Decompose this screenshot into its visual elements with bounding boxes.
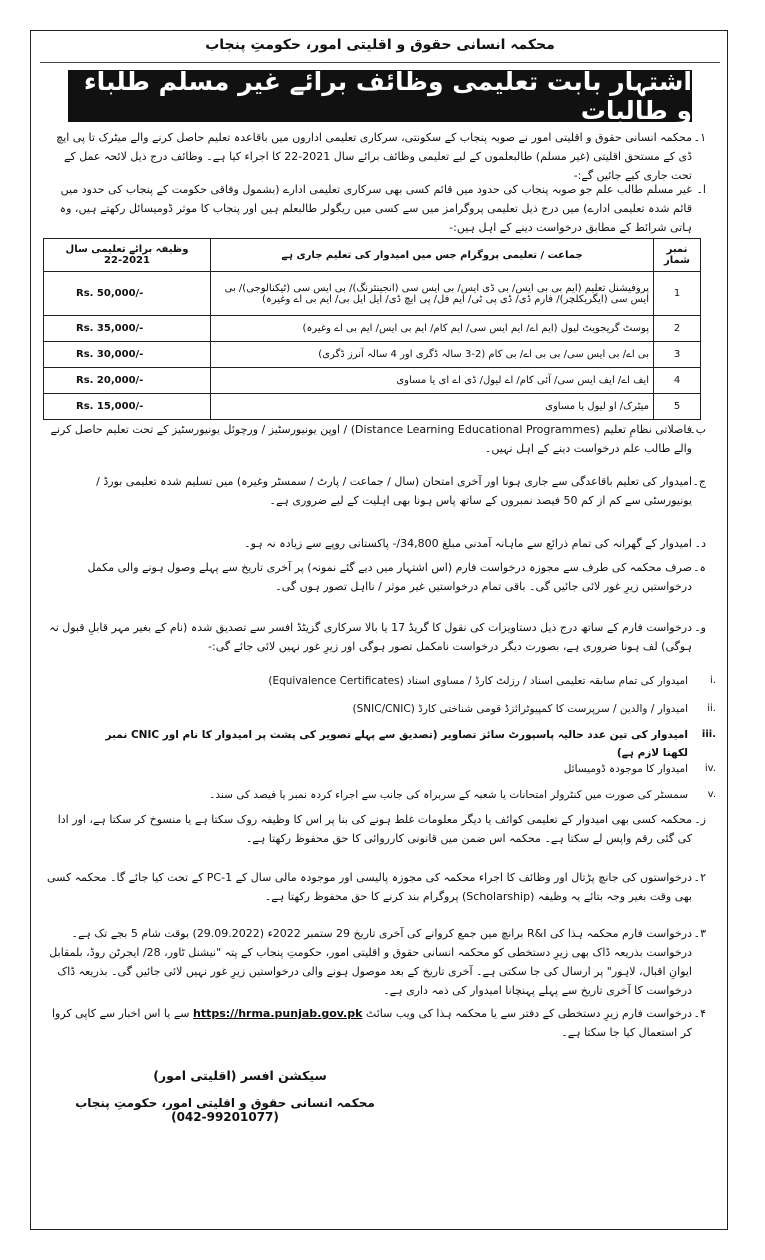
column-header-program: جماعت / تعلیمی پروگرام جس میں امیدوار کی تعلیم جاری ہے bbox=[211, 239, 654, 272]
table-row bbox=[44, 368, 701, 394]
document-item bbox=[88, 672, 716, 690]
document-item bbox=[88, 726, 716, 762]
document-item bbox=[88, 760, 716, 778]
document-text: سمسٹر کی صورت میں کنٹرولر امتحانات یا شعبہ کے سربراہ کی جانب سے اجراء کردہ نمبر یا فیصد کی سند۔ bbox=[209, 789, 688, 801]
document-text: امیدوار کی تمام سابقہ تعلیمی اسناد / رزلٹ کارڈ / مساوی اسناد (Equivalence Certificates) bbox=[268, 675, 688, 687]
condition-d bbox=[45, 534, 710, 553]
signature-officer: سیکشن افسر (اقلیتی امور) bbox=[153, 1068, 327, 1083]
paragraph-text: امیدوار کے گھرانہ کی تمام ذرائع سے ماہانہ آمدنی مبلغ 34,800/- پاکستانی روپے سے زیادہ نہ ہو۔ bbox=[244, 537, 692, 550]
note-2 bbox=[45, 868, 710, 906]
row-program: پوسٹ گریجویٹ لیول (ایم اے/ ایم ایس سی/ ایم کام/ ایم بی ایس/ ایم بی اے وغیرہ) bbox=[211, 316, 654, 342]
row-serial: 3 bbox=[654, 342, 701, 368]
paragraph-text: غیر مسلم طالب علم جو صوبہ پنجاب کی حدود میں قائم کسی بھی سرکاری تعلیمی ادارے (بشمول وفاقی حکومت کے پنجاب کی حدود میں قائم شدہ تعلیمی ادارے) میں درج ذیل تعلیمی پروگرامز میں سے کسی میں ریگولر طالبعلم ہیں اور پنجاب کا موثر ڈومیسائل رکھتے ہیں، وہ ہاتی شرائط کے مطابق درخواست دینے کے اہل ہیں:- bbox=[59, 183, 692, 234]
row-amount: Rs. 50,000/- bbox=[76, 288, 144, 299]
condition-j bbox=[45, 472, 710, 510]
paragraph-text: درخواست فارم کے ساتھ درج ذیل دستاویزات کی نقول کا گریڈ 17 یا بالا سرکاری گزیٹڈ افسر سے تصدیق شدہ (نام کے بغیر مہر قابلِ قبول نہ ہوگی) لف ہونا ضروری ہے، بصورت دیگر درخواست نامکمل تصور ہوگی اور زیرِ غور نہیں لائی جائے گی:- bbox=[49, 621, 692, 653]
paragraph-number: ہ۔ bbox=[693, 561, 706, 574]
paragraph-text: صرف محکمہ کی طرف سے مجوزہ درخواست فارم (اس اشتہار میں دیے گئے نمونہ) پر آخری تاریخ سے پہلے وصول ہونے والی مکمل درخواستیں زیرِ غور لائی جائیں گی۔ باقی تمام درخواستیں غیر موثر / نااہل تصور ہوں گی۔ bbox=[87, 561, 692, 593]
scholarship-table bbox=[43, 238, 701, 420]
document-numeral: ii. bbox=[707, 703, 716, 714]
header-divider bbox=[40, 62, 720, 63]
row-amount: Rs. 35,000/- bbox=[76, 323, 144, 334]
paragraph-number: ۴۔ bbox=[693, 1007, 706, 1020]
table-header-row bbox=[44, 239, 701, 272]
signature-phone: (042-99201077) bbox=[171, 1110, 279, 1124]
condition-w bbox=[45, 618, 710, 656]
row-amount: Rs. 20,000/- bbox=[76, 375, 144, 386]
row-program: ایف اے/ ایف ایس سی/ آئی کام/ اے لیول/ ڈی اے ای یا مساوی bbox=[211, 368, 654, 394]
department-header: محکمہ انسانی حقوق و اقلیتی امور، حکومتِ پنجاب bbox=[205, 37, 555, 53]
row-serial: 1 bbox=[654, 272, 701, 316]
paragraph-text: فاصلاتی نظامِ تعلیم (Distance Learning Educational Programmes) / اوپن یونیورسٹیز / ورچوئل یونیورسٹیز کے تحت تعلیم حاصل کرنے والے طالب علم درخواست دینے کے اہل نہیں۔ bbox=[50, 423, 692, 455]
row-amount: Rs. 30,000/- bbox=[76, 349, 144, 360]
paragraph-number: ب۔ bbox=[689, 423, 706, 436]
table-row bbox=[44, 316, 701, 342]
paragraph-text: درخواستوں کی جانچ پڑتال اور وظائف کا اجراء محکمہ کی مجوزہ پالیسی اور موجودہ مالی سال کے PC-1 کے تحت کیا جائے گا۔ محکمہ کسی بھی وقت بغیر وجہ بتائے یہ وظیفہ (Scholarship) پروگرام بند کرنے کا حق محفوظ رکھتا ہے۔ bbox=[46, 871, 692, 903]
paragraph-text: درخواست فارم محکمہ ہذا کی R&I برانچ میں جمع کروانے کی آخری تاریخ 29 ستمبر 2022ء (29.09.2022) بوقت شام 5 بجے تک ہے۔ درخواست بذریعہ ڈاک بھی زیرِ دستخطی کو محکمہ انسانی حقوق و اقلیتی امور، حکومتِ پنجاب کے پتہ "نیشنل ٹاور، 28/ ایجرٹن روڈ، بلمقابل ایوانِ اقبال، لاہور" پر ارسال کی جا سکتی ہے۔ آخری تاریخ کے بعد موصول ہونے والی درخواستیں زیرِ غور نہیں لائی جائیں گی۔ بذریعہ ڈاک درخواست کا آخری تاریخ سے پہلے پہنچانا امیدوار کی ذمہ داری ہے۔ bbox=[49, 927, 692, 997]
row-serial: 4 bbox=[654, 368, 701, 394]
paragraph-number: ج۔ bbox=[692, 475, 706, 488]
paragraph-number: ز۔ bbox=[694, 813, 706, 826]
document-numeral: iv. bbox=[704, 763, 716, 774]
row-program: پروفیشنل تعلیم (ایم بی بی ایس/ بی ڈی ایس/ بی ایس سی (انجینئرنگ)/ بی ایس سی (ٹیکنالوجی)/ بی ایس سی (ایگریکلچر)/ فارم ڈی/ ڈی پی ٹی/ ایم فل/ پی ایچ ڈی/ ایل ایل بی/ ایم بی اے وغیرہ) bbox=[211, 272, 654, 316]
document-item bbox=[88, 700, 716, 718]
signature-dept-name: محکمہ انسانی حقوق و اقلیتی امور، حکومتِ پنجاب bbox=[75, 1096, 375, 1110]
paragraph-number: ۱۔ bbox=[693, 131, 706, 144]
paragraph-number: ا۔ bbox=[696, 183, 706, 196]
document-text: امیدوار کی تین عدد حالیہ پاسپورٹ سائز تصاویر (تصدیق سے پہلے تصویر کی پشت پر امیدوار کا نام اور CNIC نمبر لکھنا لازم ہے) bbox=[105, 729, 688, 759]
website-link[interactable]: https://hrma.punjab.gov.pk bbox=[193, 1007, 363, 1020]
column-header-amount: وظیفہ برائے تعلیمی سال 2021-22 bbox=[44, 239, 211, 272]
paragraph-text: سے یا اس اخبار سے کاپی کروا کر استعمال کیا جا سکتا ہے۔ bbox=[51, 1007, 692, 1039]
banner-title: اشتہار بابت تعلیمی وظائف برائے غیر مسلم طلباء و طالبات bbox=[68, 70, 692, 122]
paragraph-number: ۲۔ bbox=[693, 871, 706, 884]
note-4 bbox=[45, 1004, 710, 1042]
document-text: امیدوار / والدین / سرپرست کا کمپیوٹرائزڈ قومی شناختی کارڈ (SNIC/CNIC) bbox=[352, 703, 688, 715]
condition-h bbox=[45, 558, 710, 596]
condition-b bbox=[45, 420, 710, 458]
row-program: بی اے/ بی ایس سی/ بی بی اے/ بی کام (2-3 سالہ ڈگری اور 4 سالہ آنرز ڈگری) bbox=[211, 342, 654, 368]
document-numeral: iii. bbox=[701, 729, 716, 740]
paragraph-text: محکمہ کسی بھی امیدوار کے تعلیمی کوائف یا دیگر معلومات غلط ہونے کی بنا پر اس کا وظیفہ روک سکتا ہے یا منسوخ کر سکتا ہے، اور ادا کی گئی رقم واپس لے سکتا ہے۔ محکمہ اس ضمن میں قانونی کارروائی کا حق محفوظ رکھتا ہے۔ bbox=[57, 813, 692, 845]
row-serial: 5 bbox=[654, 394, 701, 420]
paragraph-number: و۔ bbox=[694, 621, 706, 634]
table-row bbox=[44, 394, 701, 420]
document-numeral: v. bbox=[707, 789, 716, 800]
column-header-serial: نمبر شمار bbox=[654, 239, 701, 272]
row-serial: 2 bbox=[654, 316, 701, 342]
document-text: امیدوار کا موجودہ ڈومیسائل bbox=[563, 763, 688, 775]
paragraph-1 bbox=[45, 128, 710, 185]
note-3 bbox=[45, 924, 710, 1000]
document-item bbox=[88, 786, 716, 804]
paragraph-text: محکمہ انسانی حقوق و اقلیتی امور نے صوبہ پنجاب کے سکونتی، سرکاری تعلیمی اداروں میں باقاعدہ تعلیم حاصل کرنے والے میٹرک تا پی ایچ ڈی کے مستحق اقلیتی (غیر مسلم) طالبعلموں کے لیے تعلیمی وظائف برائے سال 2021-22 کا اجراء کیا ہے۔ وظائف درج ذیل لائحہ عمل کے تحت جاری کیے جائیں گے:- bbox=[56, 131, 692, 182]
document-numeral: i. bbox=[710, 675, 716, 686]
signature-department bbox=[60, 1096, 390, 1124]
paragraph-text: درخواست فارم زیرِ دستخطی کے دفتر سے یا محکمہ ہذا کی ویب سائٹ bbox=[365, 1007, 692, 1020]
table-row bbox=[44, 342, 701, 368]
paragraph-number: د۔ bbox=[694, 537, 706, 550]
row-amount: Rs. 15,000/- bbox=[76, 401, 144, 412]
table-row bbox=[44, 272, 701, 316]
paragraph-a bbox=[45, 180, 710, 237]
paragraph-number: ۳۔ bbox=[693, 927, 706, 940]
note-z bbox=[45, 810, 710, 848]
paragraph-text: امیدوار کی تعلیم باقاعدگی سے جاری ہونا اور آخری امتحان (سال / جماعت / پارٹ / سمسٹر وغیرہ) میں تسلیم شدہ تعلیمی بورڈ / یونیورسٹی سے کم از کم 50 فیصد نمبروں کے ساتھ پاس ہونا بھی اہلیت کے لیے ضروری ہے۔ bbox=[96, 475, 692, 507]
row-program: میٹرک/ او لیول یا مساوی bbox=[211, 394, 654, 420]
